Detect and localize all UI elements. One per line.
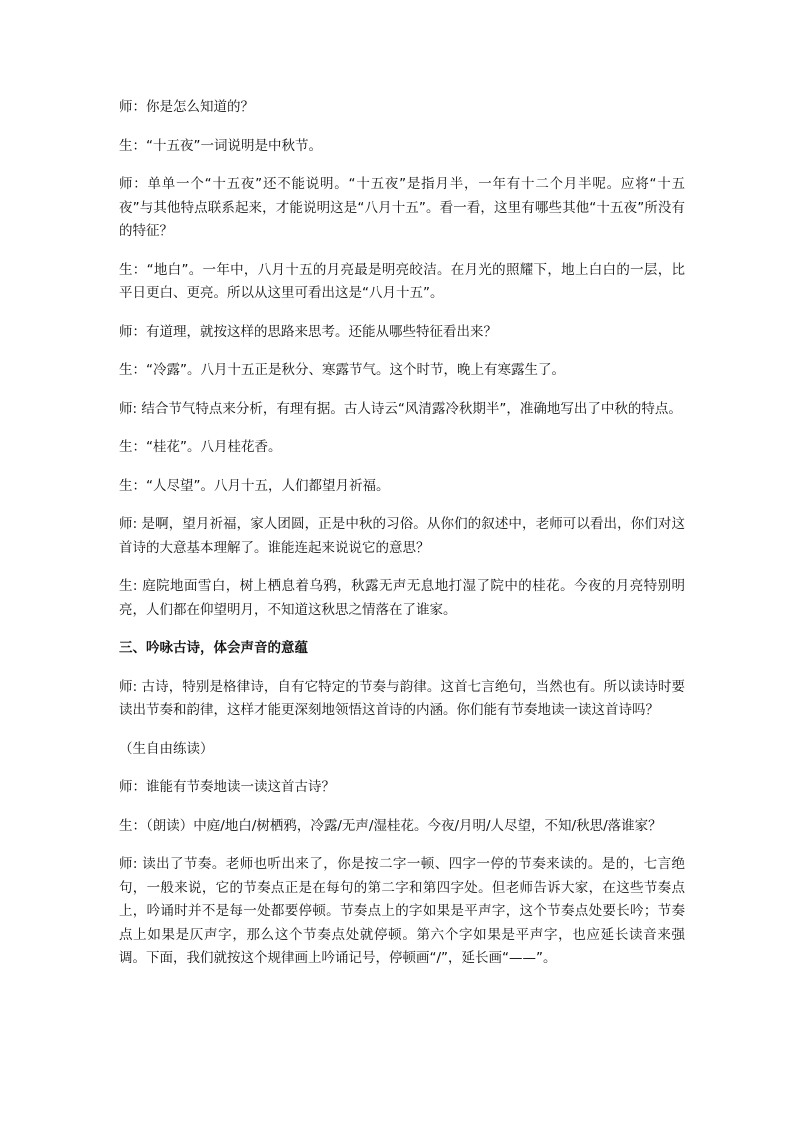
paragraph-student-answer: 生：“冷露”。八月十五正是秋分、寒露节气。这个时节，晚上有寒露生了。 bbox=[119, 362, 565, 378]
paragraph-student-reading: 生：（朗读）中庭/地白/树栖鸦，冷露/无声/湿桂花。今夜/月明/人尽望，不知/秋思/落谁家？ bbox=[119, 817, 662, 834]
paragraph-teacher-remark: 师：有道理，就按这样的思路来思考。还能从哪些特征看出来？ bbox=[119, 323, 497, 340]
paragraph-teacher-question: 师：谁能有节奏地读一读这首古诗？ bbox=[119, 779, 335, 795]
paragraph-teacher-question: 师：你是怎么知道的？ bbox=[119, 99, 254, 115]
section-heading: 三、吟咏古诗，体会声音的意蕴 bbox=[119, 640, 308, 656]
paragraph-student-answer: 生：“桂花”。八月桂花香。 bbox=[119, 439, 282, 455]
paragraph-student-answer: 生: 庭院地面雪白，树上栖息着乌鸦，秋露无声无息地打湿了院中的桂花。今夜的月亮特别明亮，人们都在仰望明月，不知道这秋思之情落在了谁家。 bbox=[119, 578, 685, 618]
paragraph-teacher-remark: 师: 古诗，特别是格律诗，自有它特定的节奏与韵律。这首七言绝句，当然也有。所以读诗时要读出节奏和韵律，这样才能更深刻地领悟这首诗的内涵。你们能有节奏地读一读这首诗吗？ bbox=[119, 678, 685, 718]
paragraph-student-answer: 生：“人尽望”。八月十五，人们都望月祈福。 bbox=[119, 477, 390, 494]
paragraph-teacher-remark: 师: 结合节气特点来分析，有理有据。古人诗云“风清露冷秋期半”，准确地写出了中秋的特点。 bbox=[119, 400, 682, 417]
paragraph-teacher-remark: 师: 读出了节奏。老师也听出来了，你是按二字一顿、四字一停的节奏来读的。是的，七言绝句，一般来说，它的节奏点正是在每句的第二字和第四字处。但老师告诉大家，在这些节奏点上，吟诵时并不是每一处都要停顿。节奏点上的字如果是平声字，这个节奏点处要长吟；节奏点上如果是仄声字，那么这个节奏点处就停顿。第六个字如果是平声字，也应延长读音来强调。下面，我们就按这个规律画上吟诵记号，停顿画“/”，延长画“——”。 bbox=[119, 856, 685, 966]
document-body bbox=[119, 96, 685, 986]
paragraph-student-answer: 生：“十五夜”一词说明是中秋节。 bbox=[119, 137, 322, 154]
paragraph-teacher-remark: 师：单单一个“十五夜”还不能说明。“十五夜”是指月半，一年有十二个月半呢。应将“十五夜”与其他特点联系起来，才能说明这是“八月十五”。看一看，这里有哪些其他“十五夜”所没有的特征？ bbox=[119, 176, 685, 239]
paragraph-stage-direction: （生自由练读） bbox=[119, 740, 214, 757]
paragraph-teacher-remark: 师: 是啊，望月祈福，家人团圆，正是中秋的习俗。从你们的叙述中，老师可以看出，你们对这首诗的大意基本理解了。谁能连起来说说它的意思？ bbox=[119, 516, 685, 556]
paragraph-student-answer: 生：“地白”。一年中，八月十五的月亮最是明亮皎洁。在月光的照耀下，地上白白的一层，比平日更白、更亮。所以从这里可看出这是“八月十五”。 bbox=[119, 261, 685, 301]
